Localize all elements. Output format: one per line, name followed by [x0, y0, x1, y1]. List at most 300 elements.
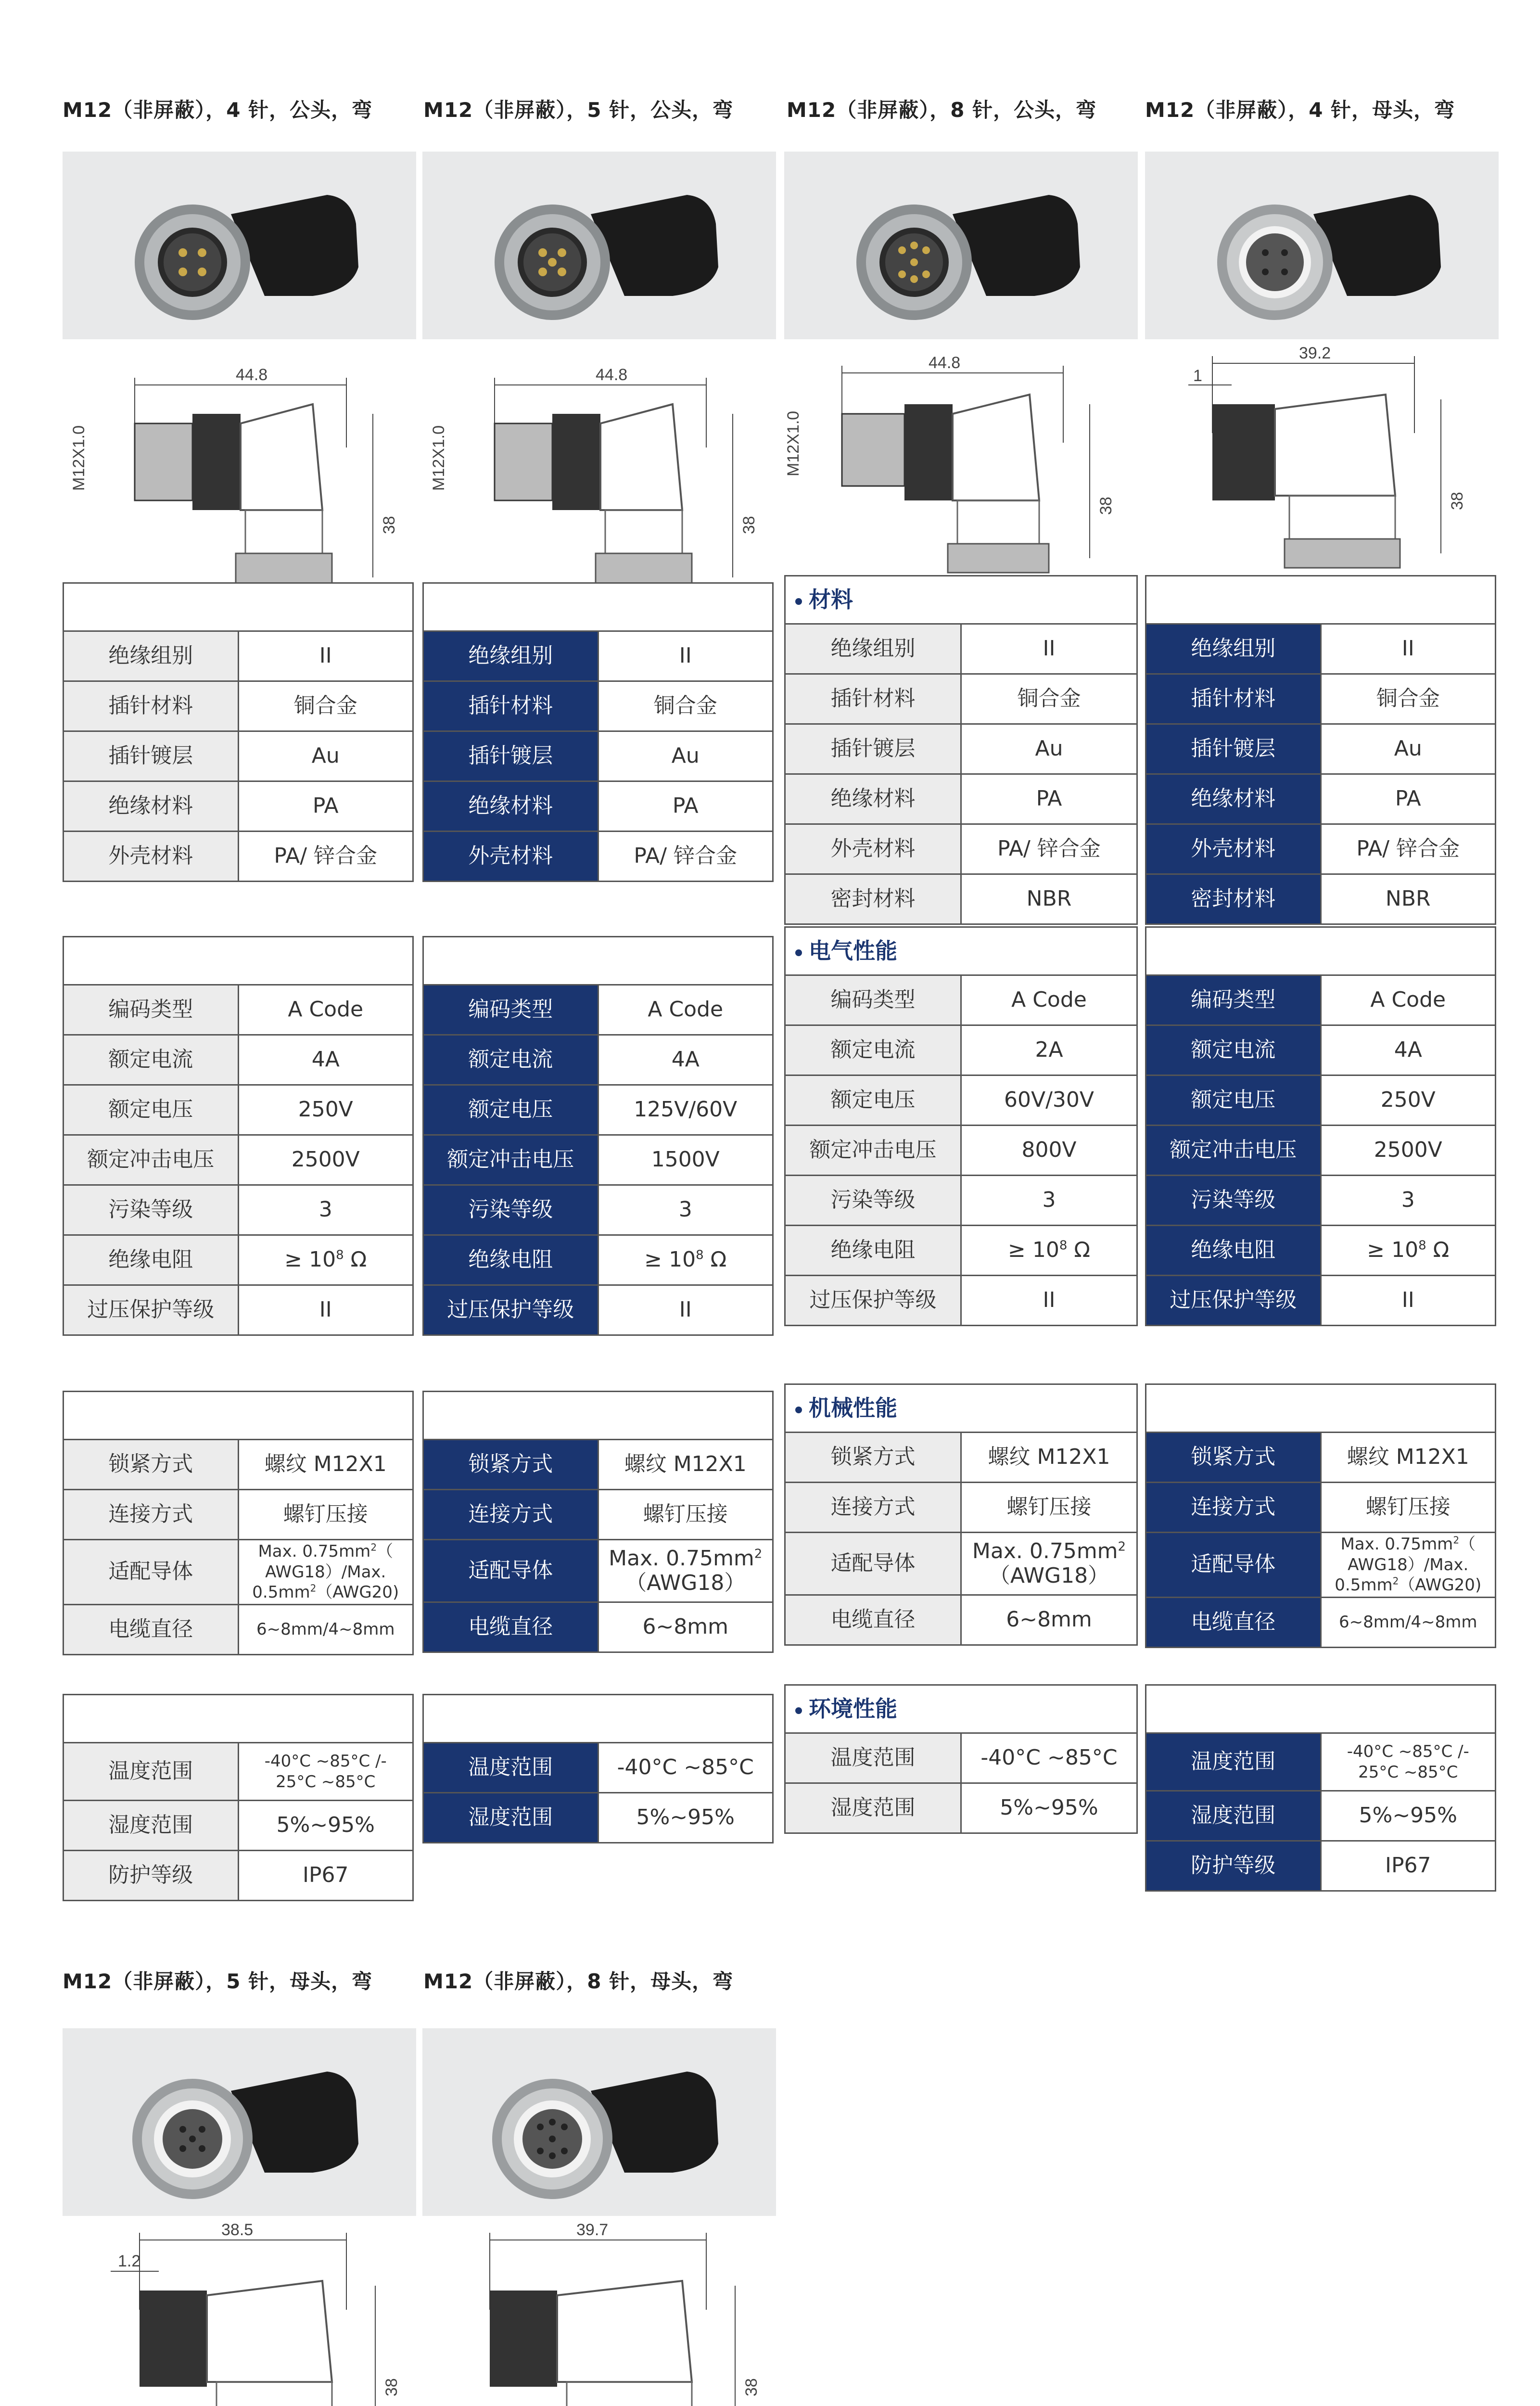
spec-label: 额定冲击电压 — [423, 1135, 598, 1185]
spec-value — [785, 1384, 1137, 1433]
spec-label: 温度范围 — [423, 1743, 598, 1793]
table-row — [785, 1595, 1137, 1645]
table-row — [1146, 1841, 1496, 1891]
environment-table — [63, 1694, 414, 1901]
table-row — [423, 1540, 773, 1602]
spec-label: 绝缘电阻 — [423, 1235, 598, 1285]
spec-label: 污染等级 — [64, 1185, 239, 1235]
spec-label: 温度范围 — [64, 1743, 239, 1801]
spec-label: 锁紧方式 — [1146, 1433, 1321, 1483]
mechanical-table — [784, 1383, 1138, 1646]
spec-label: 适配导体 — [423, 1540, 598, 1602]
spec-value: 螺纹 M12X1 — [1321, 1433, 1496, 1483]
table-row — [423, 1135, 773, 1185]
spec-value: 铜合金 — [238, 681, 413, 731]
spec-value — [1146, 927, 1496, 975]
table-row — [423, 1035, 773, 1085]
right-angle-connector-photo — [422, 2028, 776, 2216]
spec-label: 额定冲击电压 — [64, 1135, 239, 1185]
text-span: Max. 0.75mm — [1340, 1535, 1453, 1554]
product-photo-panel — [63, 2028, 416, 2216]
right-angle-connector-photo — [422, 152, 776, 339]
product-title: M12（非屏蔽），5 针，公头，弯 — [423, 98, 734, 122]
spec-value: II — [961, 1276, 1137, 1326]
spec-label: 过压保护等级 — [1146, 1276, 1321, 1326]
spec-label: 绝缘组别 — [1146, 624, 1321, 674]
environment-table — [784, 1684, 1138, 1834]
spec-value: 铜合金 — [598, 681, 773, 731]
spec-label: 污染等级 — [423, 1185, 598, 1235]
spec-value: 螺钉压接 — [238, 1490, 413, 1540]
height-dimension: 38 — [382, 2378, 401, 2396]
height-dimension: 38 — [1097, 497, 1115, 515]
spec-value: 250V — [238, 1085, 413, 1135]
material-table — [1145, 575, 1496, 925]
text-span: AWG18）/Max. — [1348, 1555, 1469, 1574]
text-span: ≥ 10 — [284, 1247, 336, 1272]
spec-label: 密封材料 — [1146, 874, 1321, 924]
table-row — [1146, 1433, 1496, 1483]
spec-label: 湿度范围 — [785, 1783, 961, 1833]
text-span: 2 — [754, 1547, 763, 1561]
spec-value: II — [1321, 624, 1496, 674]
spec-value: PA — [238, 781, 413, 832]
text-span: 2 — [1392, 1575, 1399, 1587]
text-span: （AWG20) — [1399, 1575, 1482, 1595]
spec-value: 2A — [961, 1025, 1137, 1075]
spec-value — [1321, 1533, 1496, 1598]
dimension-drawing-icon — [784, 351, 1138, 577]
spec-label: 污染等级 — [785, 1176, 961, 1226]
spec-label: 额定冲击电压 — [1146, 1126, 1321, 1176]
spec-label: 湿度范围 — [1146, 1791, 1321, 1841]
spec-label: 插针镀层 — [785, 724, 961, 774]
text-span: 8 — [1418, 1238, 1426, 1253]
spec-label: 湿度范围 — [423, 1793, 598, 1843]
table-section-header — [1146, 576, 1496, 624]
table-row — [423, 731, 773, 781]
spec-value — [785, 576, 1137, 624]
product-photo-panel — [1145, 152, 1499, 339]
mechanical-table — [63, 1391, 414, 1655]
text-span: 0.5mm — [1335, 1575, 1393, 1595]
table-row — [1146, 1483, 1496, 1533]
table-section-header — [64, 937, 413, 985]
table-row — [1146, 724, 1496, 774]
thread-dimension: M12X1.0 — [784, 410, 802, 476]
text-span: Ω — [1067, 1238, 1090, 1263]
table-row — [423, 1235, 773, 1285]
table-row — [64, 1540, 413, 1605]
spec-value — [598, 1540, 773, 1602]
spec-label: 额定电流 — [423, 1035, 598, 1085]
text-span: 8 — [336, 1248, 344, 1263]
spec-value: 3 — [1321, 1176, 1496, 1226]
spec-label: 额定电流 — [64, 1035, 239, 1085]
text-span: （ — [377, 1542, 394, 1561]
spec-value — [238, 1743, 413, 1801]
right-angle-connector-photo — [63, 2028, 416, 2216]
spec-label: 插针材料 — [64, 681, 239, 731]
table-row — [64, 1135, 413, 1185]
mechanical-table — [422, 1391, 774, 1653]
spec-value: NBR — [961, 874, 1137, 924]
spec-value — [785, 927, 1137, 975]
dimension-drawing-icon — [1145, 342, 1499, 577]
spec-value: 3 — [238, 1185, 413, 1235]
spec-label: 锁紧方式 — [64, 1440, 239, 1490]
spec-value: II — [598, 631, 773, 681]
spec-label: 适配导体 — [1146, 1533, 1321, 1598]
right-angle-connector-photo — [63, 152, 416, 339]
spec-value — [238, 1235, 413, 1285]
spec-label: 连接方式 — [785, 1483, 961, 1533]
spec-value: 铜合金 — [1321, 674, 1496, 724]
table-row — [64, 1743, 413, 1801]
table-section-header — [64, 1695, 413, 1743]
table-row — [64, 1185, 413, 1235]
spec-value — [1146, 1685, 1496, 1733]
spec-value: 5%~95% — [1321, 1791, 1496, 1841]
table-row — [785, 975, 1137, 1025]
text-span: Max. 0.75mm — [258, 1542, 371, 1561]
spec-label: 插针材料 — [423, 681, 598, 731]
spec-value: PA — [961, 774, 1137, 824]
text-span: （AWG18） — [625, 1570, 746, 1595]
spec-label: 外壳材料 — [423, 832, 598, 882]
text-span: 25°C ~85°C — [276, 1772, 376, 1792]
spec-label: 插针材料 — [1146, 674, 1321, 724]
table-section-header — [785, 1384, 1137, 1433]
table-row — [423, 1602, 773, 1652]
material-table — [63, 582, 414, 882]
spec-value — [1146, 1384, 1496, 1433]
spec-value: 250V — [1321, 1075, 1496, 1126]
spec-label: 额定冲击电压 — [785, 1126, 961, 1176]
electrical-table — [784, 926, 1138, 1326]
material-table — [784, 575, 1138, 925]
table-row — [785, 774, 1137, 824]
spec-value — [785, 1685, 1137, 1733]
spec-label: 绝缘材料 — [785, 774, 961, 824]
spec-value — [238, 1540, 413, 1605]
text-span: 2 — [1453, 1534, 1460, 1546]
spec-label: 过压保护等级 — [64, 1285, 239, 1335]
product-photo-panel — [784, 152, 1138, 339]
spec-label: 电缆直径 — [64, 1604, 239, 1654]
product-title: M12（非屏蔽），8 针，公头，弯 — [787, 98, 1097, 122]
table-section-header — [1146, 927, 1496, 975]
dimension-drawing-icon — [63, 2218, 416, 2406]
table-row — [1146, 674, 1496, 724]
spec-value: 螺钉压接 — [1321, 1483, 1496, 1533]
spec-label: 绝缘材料 — [1146, 774, 1321, 824]
spec-value — [423, 1695, 773, 1743]
spec-value — [1321, 1733, 1496, 1791]
spec-value: 螺钉压接 — [961, 1483, 1137, 1533]
table-row — [785, 1533, 1137, 1595]
spec-value: II — [238, 1285, 413, 1335]
table-row — [785, 824, 1137, 874]
spec-value: 螺纹 M12X1 — [961, 1433, 1137, 1483]
dimension-drawing-icon — [422, 2218, 776, 2406]
spec-label: 过压保护等级 — [423, 1285, 598, 1335]
table-row — [423, 1440, 773, 1490]
spec-label: 编码类型 — [64, 985, 239, 1035]
spec-value: -40°C ~85°C — [598, 1743, 773, 1793]
thread-dimension: M12X1.0 — [70, 425, 88, 491]
spec-label: 额定电压 — [423, 1085, 598, 1135]
spec-value: II — [238, 631, 413, 681]
product-photo-panel — [422, 2028, 776, 2216]
right-angle-connector-photo — [784, 152, 1138, 339]
product-title: M12（非屏蔽），4 针，母头，弯 — [1145, 98, 1455, 122]
text-span: Ω — [1426, 1238, 1450, 1263]
table-row — [1146, 1276, 1496, 1326]
offset-dimension: 1 — [1193, 367, 1202, 385]
table-section-header — [423, 1392, 773, 1440]
spec-value: II — [1321, 1276, 1496, 1326]
spec-value: Au — [238, 731, 413, 781]
table-row — [423, 1185, 773, 1235]
spec-value: 5%~95% — [598, 1793, 773, 1843]
spec-value: 3 — [598, 1185, 773, 1235]
table-section-header — [64, 1392, 413, 1440]
environment-table — [1145, 1684, 1496, 1892]
spec-value: Au — [961, 724, 1137, 774]
table-row — [64, 1085, 413, 1135]
spec-value: PA/ 锌合金 — [961, 824, 1137, 874]
text-span: 8 — [696, 1248, 704, 1263]
text-span: 电气性能 — [809, 938, 897, 964]
table-row — [423, 985, 773, 1035]
table-row — [785, 1733, 1137, 1783]
table-row — [1146, 1126, 1496, 1176]
spec-label: 电缆直径 — [785, 1595, 961, 1645]
table-row — [423, 781, 773, 832]
electrical-table — [1145, 926, 1496, 1326]
spec-label: 密封材料 — [785, 874, 961, 924]
spec-value: PA/ 锌合金 — [598, 832, 773, 882]
width-dimension: 39.7 — [576, 2221, 609, 2239]
width-dimension: 44.8 — [596, 366, 628, 384]
width-dimension: 44.8 — [236, 366, 268, 384]
spec-value: 5%~95% — [238, 1801, 413, 1851]
table-row — [64, 1851, 413, 1901]
spec-label: 污染等级 — [1146, 1176, 1321, 1226]
text-span: 8 — [1059, 1238, 1068, 1253]
table-row — [1146, 624, 1496, 674]
spec-value — [598, 1235, 773, 1285]
height-dimension: 38 — [1448, 492, 1466, 510]
table-row — [785, 674, 1137, 724]
table-row — [1146, 1733, 1496, 1791]
right-angle-connector-photo — [1145, 152, 1499, 339]
spec-label: 插针镀层 — [1146, 724, 1321, 774]
table-row — [1146, 1597, 1496, 1647]
spec-label: 外壳材料 — [1146, 824, 1321, 874]
spec-label: 额定电流 — [785, 1025, 961, 1075]
table-row — [785, 624, 1137, 674]
table-row — [1146, 874, 1496, 924]
spec-value: 6~8mm/4~8mm — [1321, 1597, 1496, 1647]
spec-label: 绝缘材料 — [423, 781, 598, 832]
table-row — [64, 1440, 413, 1490]
spec-label: 绝缘组别 — [64, 631, 239, 681]
spec-label: 绝缘电阻 — [64, 1235, 239, 1285]
table-row — [1146, 1176, 1496, 1226]
spec-label: 外壳材料 — [64, 832, 239, 882]
spec-value: 4A — [598, 1035, 773, 1085]
spec-value: 6~8mm — [961, 1595, 1137, 1645]
spec-label: 温度范围 — [1146, 1733, 1321, 1791]
product-photo-panel — [63, 152, 416, 339]
table-row — [423, 1793, 773, 1843]
spec-value — [64, 1695, 413, 1743]
spec-value: 4A — [1321, 1025, 1496, 1075]
spec-value: PA — [598, 781, 773, 832]
table-row — [423, 681, 773, 731]
spec-value: 螺纹 M12X1 — [238, 1440, 413, 1490]
spec-value: IP67 — [238, 1851, 413, 1901]
spec-label: 过压保护等级 — [785, 1276, 961, 1326]
bullet-dot-icon — [795, 598, 802, 605]
spec-value: 2500V — [238, 1135, 413, 1185]
table-row — [64, 681, 413, 731]
spec-label: 连接方式 — [423, 1490, 598, 1540]
product-photo-panel — [422, 152, 776, 339]
table-row — [64, 1035, 413, 1085]
table-row — [785, 1176, 1137, 1226]
spec-value: PA — [1321, 774, 1496, 824]
text-span: 25°C ~85°C — [1358, 1762, 1458, 1782]
spec-label: 编码类型 — [1146, 975, 1321, 1025]
spec-label: 锁紧方式 — [423, 1440, 598, 1490]
spec-value: 125V/60V — [598, 1085, 773, 1135]
table-row — [64, 985, 413, 1035]
text-span: Max. 0.75mm — [972, 1538, 1118, 1563]
spec-value: 6~8mm — [598, 1602, 773, 1652]
spec-label: 绝缘组别 — [423, 631, 598, 681]
spec-value: PA/ 锌合金 — [1321, 824, 1496, 874]
spec-label: 额定电压 — [64, 1085, 239, 1135]
table-row — [1146, 975, 1496, 1025]
spec-label: 湿度范围 — [64, 1801, 239, 1851]
text-span: AWG18）/Max. — [265, 1562, 386, 1582]
text-span: 环境性能 — [809, 1696, 897, 1722]
electrical-table — [63, 936, 414, 1336]
spec-value: 6~8mm/4~8mm — [238, 1604, 413, 1654]
spec-value: NBR — [1321, 874, 1496, 924]
table-section-header — [64, 583, 413, 631]
table-row — [785, 1483, 1137, 1533]
spec-value — [961, 1533, 1137, 1595]
spec-value: 铜合金 — [961, 674, 1137, 724]
spec-value: Au — [598, 731, 773, 781]
spec-value: II — [598, 1285, 773, 1335]
table-row — [423, 1490, 773, 1540]
spec-label: 绝缘电阻 — [1146, 1226, 1321, 1276]
spec-label: 防护等级 — [1146, 1841, 1321, 1891]
table-row — [64, 1801, 413, 1851]
spec-value: II — [961, 624, 1137, 674]
spec-value: A Code — [598, 985, 773, 1035]
spec-label: 外壳材料 — [785, 824, 961, 874]
spec-value: A Code — [961, 975, 1137, 1025]
table-row — [64, 781, 413, 832]
spec-label: 编码类型 — [785, 975, 961, 1025]
table-row — [1146, 1075, 1496, 1126]
width-dimension: 38.5 — [221, 2221, 254, 2239]
table-row — [64, 631, 413, 681]
table-row — [1146, 824, 1496, 874]
text-span: ≥ 10 — [644, 1247, 696, 1272]
spec-value: 800V — [961, 1126, 1137, 1176]
material-table — [422, 582, 774, 882]
spec-label: 绝缘电阻 — [785, 1226, 961, 1276]
table-row — [785, 724, 1137, 774]
table-row — [423, 1743, 773, 1793]
table-row — [1146, 1025, 1496, 1075]
text-span: Ω — [344, 1247, 367, 1272]
bullet-dot-icon — [795, 1707, 802, 1714]
spec-label: 适配导体 — [64, 1540, 239, 1605]
spec-label: 连接方式 — [64, 1490, 239, 1540]
text-span: （AWG20) — [316, 1583, 399, 1602]
spec-label: 插针镀层 — [423, 731, 598, 781]
spec-value — [423, 1392, 773, 1440]
table-row — [1146, 1533, 1496, 1598]
offset-dimension: 1.2 — [118, 2252, 141, 2270]
spec-value — [1146, 576, 1496, 624]
spec-label: 绝缘材料 — [64, 781, 239, 832]
product-title: M12（非屏蔽），8 针，母头，弯 — [423, 1970, 734, 1993]
height-dimension: 38 — [380, 516, 398, 534]
text-span: 机械性能 — [809, 1395, 897, 1421]
text-span: Ω — [703, 1247, 727, 1272]
spec-label: 电缆直径 — [423, 1602, 598, 1652]
text-span: ≥ 10 — [1008, 1238, 1059, 1263]
spec-value — [64, 1392, 413, 1440]
table-section-header — [1146, 1685, 1496, 1733]
spec-value: A Code — [1321, 975, 1496, 1025]
table-row — [64, 832, 413, 882]
width-dimension: 44.8 — [929, 354, 961, 372]
table-section-header — [423, 937, 773, 985]
text-span: -40°C ~85°C /- — [1347, 1742, 1469, 1761]
text-span: 2 — [370, 1541, 377, 1553]
table-row — [785, 1025, 1137, 1075]
spec-label: 防护等级 — [64, 1851, 239, 1901]
spec-value — [961, 1226, 1137, 1276]
spec-label: 插针镀层 — [64, 731, 239, 781]
width-dimension: 39.2 — [1299, 344, 1331, 362]
spec-label: 温度范围 — [785, 1733, 961, 1783]
mechanical-table — [1145, 1383, 1496, 1648]
spec-label: 编码类型 — [423, 985, 598, 1035]
table-row — [785, 874, 1137, 924]
thread-dimension: M12X1.0 — [430, 425, 448, 491]
spec-value: IP67 — [1321, 1841, 1496, 1891]
table-row — [64, 1490, 413, 1540]
table-row — [64, 1285, 413, 1335]
text-span: -40°C ~85°C /- — [264, 1752, 387, 1771]
spec-label: 插针材料 — [785, 674, 961, 724]
text-span: 2 — [310, 1582, 317, 1594]
spec-value: 螺钉压接 — [598, 1490, 773, 1540]
height-dimension: 38 — [742, 2378, 761, 2396]
spec-value: 4A — [238, 1035, 413, 1085]
